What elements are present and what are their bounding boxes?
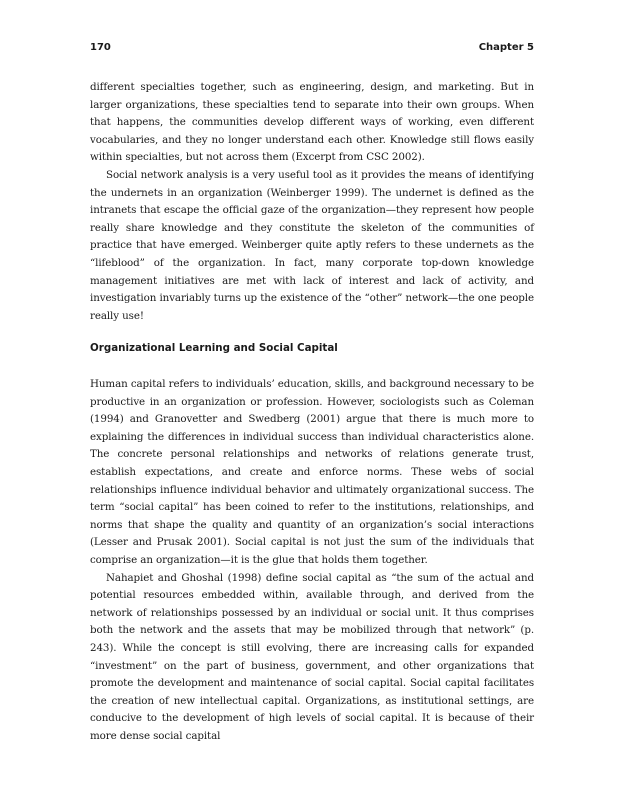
paragraph: Nahapiet and Ghoshal (1998) define social capital as “the sum of the actual and potential resources embedded within, available through, and derived from the network of relationships possessed by an individual or social unit. It thus comprises both the network and the assets that may be mobilized through that network” (p. 243). While the concept is still evolving, there are increasing calls for expanded “investment” on the part of business, government, and other organizations that promote the development and maintenance of social capital. Social capital facilitates the creation of new intellectual capital. Organizations, as institutional settings, are conducive to the development of high levels of social capital. It is because of their more dense social capital — [90, 571, 534, 742]
text-block-2 — [90, 376, 534, 745]
paragraph: different specialties together, such as engineering, design, and marketing. But in larger organizations, these specialties tend to separate into their own groups. When that happens, the communities develop different ways of working, even different vocabularies, and they no longer understand each other. Knowledge still flows easily within specialties, but not across them (Excerpt from CSC 2002). — [90, 81, 534, 164]
paragraph: Social network analysis is a very useful tool as it provides the means of identifying the undernets in an organization (Weinberger 1999). The undernet is defined as the intranets that escape the official gaze of the organization—they represent how people really share knowledge and they constitute the skeleton of the communities of practice that have emerged. Weinberger quite aptly refers to these undernets as the “lifeblood” of the organization. In fact, many corporate top-down knowledge management initiatives are met with lack of interest and lack of activity, and investigation invariably turns up the existence of the “other” network—the one people really use! — [90, 168, 534, 322]
text-block-1 — [90, 79, 534, 325]
section-heading: Organizational Learning and Social Capital — [90, 342, 338, 354]
page-number: 170 — [90, 42, 111, 53]
running-head — [90, 42, 534, 56]
chapter-label: Chapter 5 — [478, 42, 534, 53]
paragraph: Human capital refers to individuals’ education, skills, and background necessary to be productive in an organization or profession. However, sociologists such as Coleman (1994) and Granovetter and Swedberg (2001) argue that there is much more to explaining the differences in individual success than individual characteristics alone. The concrete personal relationships and networks of relations generate trust, establish expectations, and create and enforce norms. These webs of social relationships influence individual behavior and ultimately organizational success. The term “social capital” has been coined to refer to the institutions, relationships, and norms that shape the quality and quantity of an organization’s social interactions (Lesser and Prusak 2001). Social capital is not just the sum of the individuals that comprise an organization—it is the glue that holds them together. — [90, 378, 534, 566]
